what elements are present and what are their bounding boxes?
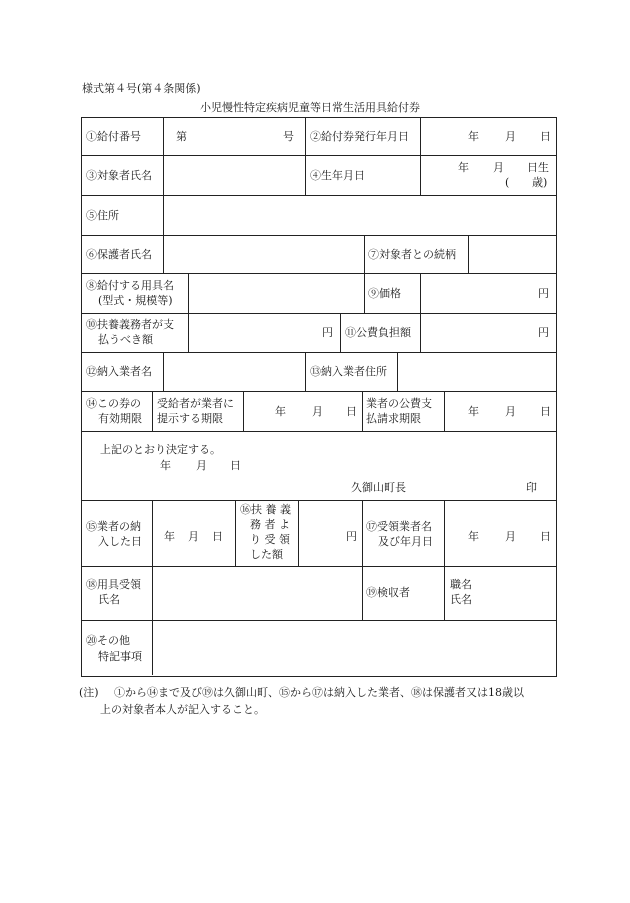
- label-price: ⑨価格: [368, 287, 401, 300]
- claim-year: 年: [468, 405, 479, 418]
- cell-divider: [152, 391, 153, 431]
- label-guardian-name: ⑥保護者氏名: [86, 248, 152, 261]
- cell-divider: [298, 500, 299, 566]
- receipt-year: 年: [468, 530, 479, 543]
- cell-divider: [362, 500, 363, 566]
- cell-divider: [444, 500, 445, 566]
- issue-day: 日: [540, 130, 551, 143]
- label-claim-deadline: 業者の公費支: [366, 397, 432, 410]
- label-item-name: ⑧給付する用具名: [86, 279, 174, 292]
- age-label: 歳): [532, 176, 548, 189]
- grant-number-go: 号: [283, 130, 294, 143]
- cell-divider: [420, 155, 421, 195]
- label-item-received-2: 氏名: [98, 593, 120, 606]
- present-day: 日: [346, 405, 357, 418]
- cell-divider: [364, 273, 365, 313]
- price-yen: 円: [538, 287, 549, 300]
- cell-divider: [152, 620, 153, 675]
- row-divider: [81, 273, 556, 274]
- decision-month: 月: [196, 459, 207, 472]
- label-birth-date: ④生年月日: [310, 169, 365, 182]
- cell-divider: [152, 500, 153, 566]
- label-present-deadline: 受給者が業者に: [157, 397, 234, 410]
- guardian-payment-yen: 円: [322, 326, 333, 339]
- cell-divider: [444, 391, 445, 431]
- claim-day: 日: [540, 405, 551, 418]
- label-validity-2: 有効期限: [98, 412, 142, 425]
- cell-divider: [468, 235, 469, 273]
- seal-mark: 印: [526, 481, 537, 494]
- row-divider: [81, 155, 556, 156]
- delivered-month: 月: [188, 530, 199, 543]
- label-guardian-payment-2: 払うべき額: [98, 333, 153, 346]
- form-title: 小児慢性特定疾病児童等日常生活用具給付券: [200, 101, 420, 114]
- label-received-amount-3: り 受 領: [250, 533, 290, 546]
- cell-divider: [340, 313, 341, 352]
- public-burden-yen: 円: [538, 326, 549, 339]
- delivered-day: 日: [212, 530, 223, 543]
- cell-divider: [163, 235, 164, 273]
- cell-divider: [305, 155, 306, 195]
- label-job-title: 職名: [450, 578, 472, 591]
- label-received-amount-4: した額: [250, 548, 283, 561]
- delivered-year: 年: [164, 530, 175, 543]
- present-year: 年: [275, 405, 286, 418]
- cell-divider: [163, 352, 164, 391]
- cell-divider: [364, 235, 365, 273]
- decision-year: 年: [160, 459, 171, 472]
- row-divider: [81, 313, 556, 314]
- label-grant-number: ①給付番号: [86, 130, 141, 143]
- cell-divider: [362, 566, 363, 620]
- row-divider: [81, 352, 556, 353]
- cell-divider: [305, 117, 306, 155]
- birth-month: 月: [493, 161, 504, 174]
- mayor-title: 久御山町長: [351, 481, 406, 494]
- label-public-burden: ⑪公費負担額: [345, 326, 411, 339]
- cell-divider: [420, 313, 421, 352]
- row-divider: [81, 235, 556, 236]
- label-present-deadline-2: 提示する期限: [157, 412, 223, 425]
- cell-divider: [163, 117, 164, 155]
- decision-day: 日: [230, 459, 241, 472]
- note-line-1: ①から⑭まで及び⑲は久御山町、⑮から⑰は納入した業者、⑱は保護者又は18歳以: [114, 686, 524, 699]
- label-item-model: (型式・規模等): [98, 294, 173, 307]
- issue-year: 年: [468, 130, 479, 143]
- cell-divider: [188, 313, 189, 352]
- issue-month: 月: [505, 130, 516, 143]
- grant-number-dai: 第: [176, 130, 187, 143]
- label-relationship: ⑦対象者との続柄: [368, 248, 456, 261]
- label-other-notes: ⑳その他: [86, 634, 130, 647]
- label-received-amount: ⑯扶 養 義: [240, 503, 291, 516]
- label-subject-name: ③対象者氏名: [86, 169, 152, 182]
- label-claim-deadline-2: 払請求期限: [366, 412, 421, 425]
- label-address: ⑤住所: [86, 209, 119, 222]
- row-divider: [81, 431, 556, 432]
- received-amount-yen: 円: [346, 530, 357, 543]
- present-month: 月: [312, 405, 323, 418]
- receipt-month: 月: [505, 530, 516, 543]
- label-vendor-name: ⑫納入業者名: [86, 365, 152, 378]
- label-receipt-vendor: ⑰受領業者名: [366, 520, 432, 533]
- label-validity: ⑭この券の: [86, 397, 141, 410]
- label-inspector: ⑲検収者: [366, 586, 410, 599]
- cell-divider: [444, 566, 445, 620]
- cell-divider: [163, 195, 164, 235]
- cell-divider: [188, 273, 189, 313]
- cell-divider: [420, 273, 421, 313]
- receipt-day: 日: [540, 530, 551, 543]
- cell-divider: [305, 352, 306, 391]
- cell-divider: [235, 500, 236, 566]
- label-vendor-address: ⑬納入業者住所: [310, 365, 387, 378]
- label-guardian-payment: ⑩扶養義務者が支: [86, 318, 174, 331]
- birth-year: 年: [458, 161, 469, 174]
- cell-divider: [362, 391, 363, 431]
- cell-divider: [420, 117, 421, 155]
- label-delivered-date-2: 入した日: [98, 535, 142, 548]
- label-receipt-vendor-2: 及び年月日: [378, 535, 433, 548]
- cell-divider: [243, 391, 244, 431]
- cell-divider: [163, 155, 164, 195]
- label-received-amount-2: 務 者 よ: [250, 518, 290, 531]
- decision-text: 上記のとおり決定する。: [100, 443, 221, 456]
- note-prefix: (注): [79, 686, 99, 699]
- label-issue-date: ②給付券発行年月日: [310, 130, 409, 143]
- cell-divider: [397, 352, 398, 391]
- birth-day: 日生: [527, 161, 549, 174]
- age-paren-open: (: [505, 176, 510, 189]
- label-delivered-date: ⑮業者の納: [86, 520, 141, 533]
- label-item-received: ⑱用具受領: [86, 578, 141, 591]
- note-line-2: 上の対象者本人が記入すること。: [100, 703, 265, 716]
- claim-month: 月: [505, 405, 516, 418]
- row-divider: [81, 195, 556, 196]
- label-inspector-name: 氏名: [450, 593, 472, 606]
- label-other-notes-2: 特記事項: [98, 650, 142, 663]
- form-number: 様式第４号(第４条関係): [82, 82, 201, 95]
- cell-divider: [152, 566, 153, 620]
